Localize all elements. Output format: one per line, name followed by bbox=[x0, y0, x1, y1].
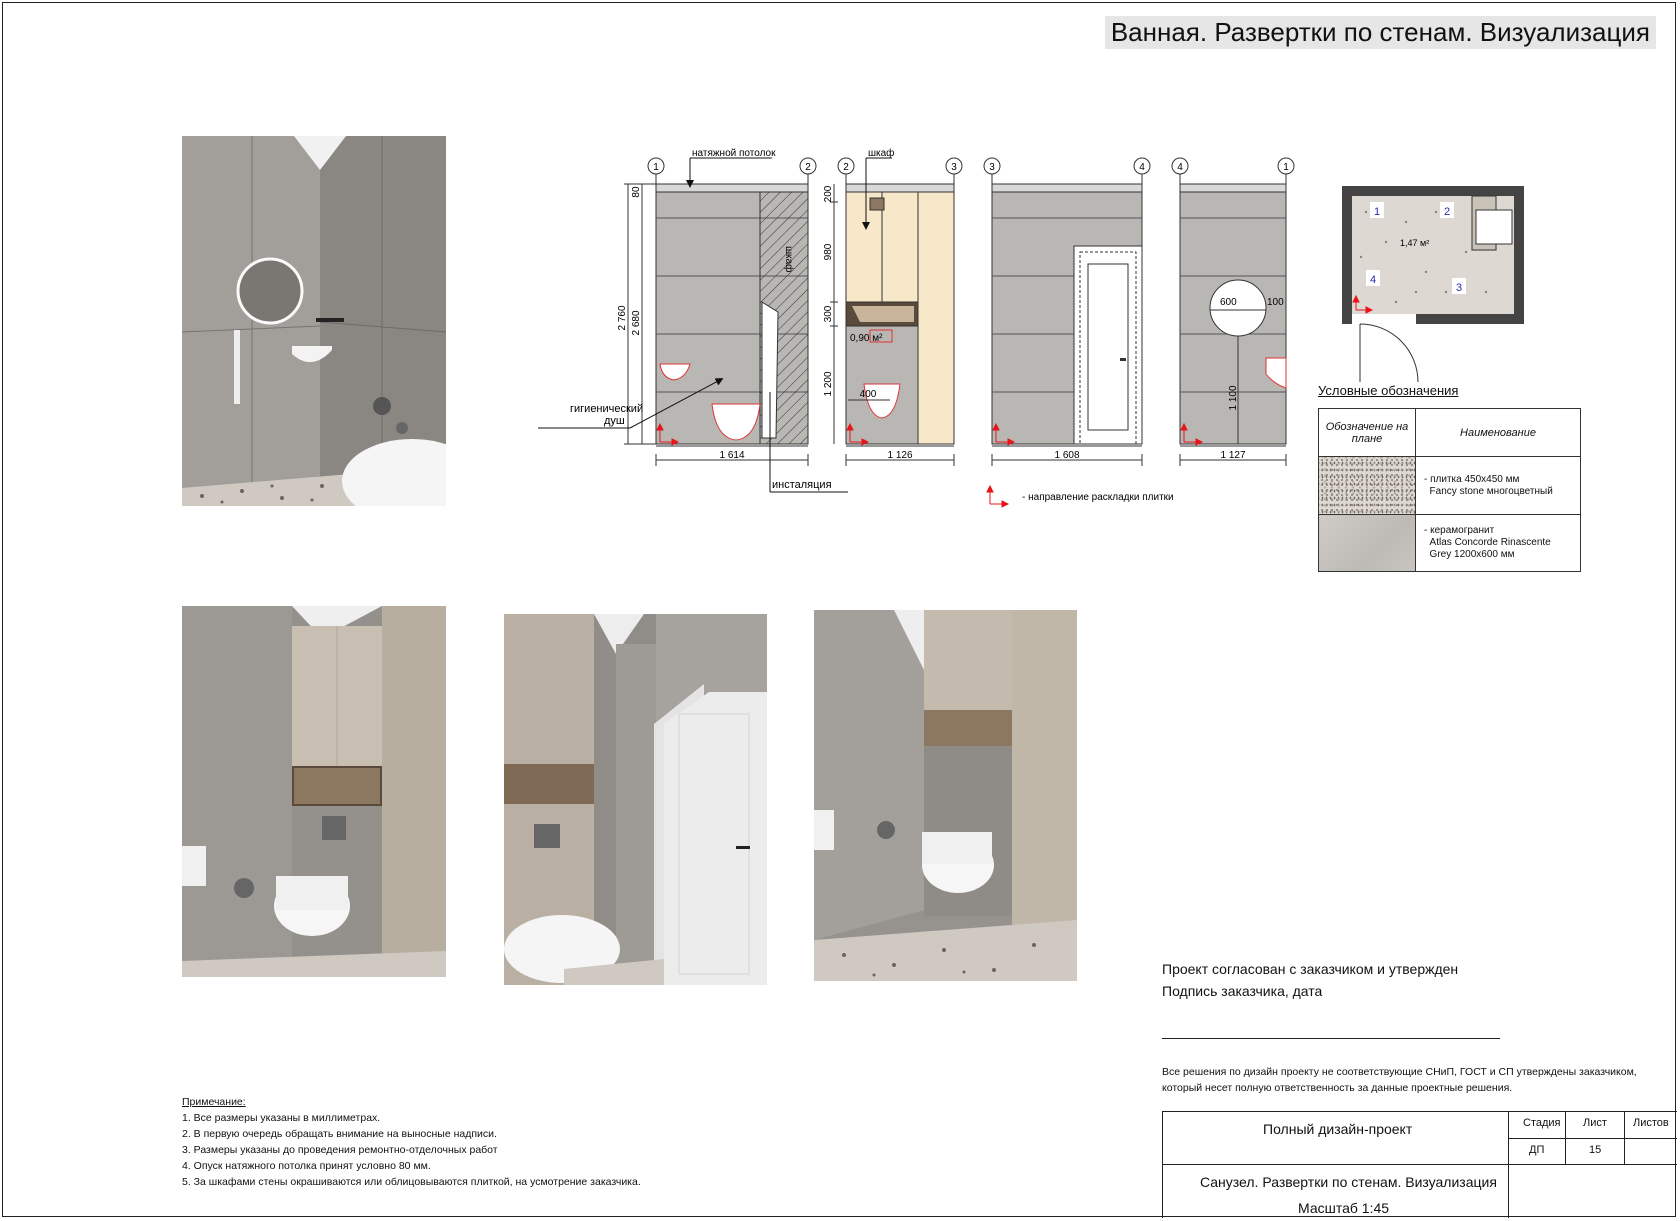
svg-text:инсталяция: инсталяция bbox=[772, 479, 832, 491]
stamp-stage-label: Стадия bbox=[1523, 1117, 1561, 1129]
width-dimensions bbox=[656, 450, 1286, 466]
svg-text:3: 3 bbox=[951, 162, 957, 173]
svg-text:3: 3 bbox=[1455, 282, 1463, 294]
svg-text:600: 600 bbox=[1220, 297, 1237, 308]
stamp-sheet-title: Санузел. Развертки по стенам. Визуализация bbox=[1200, 1174, 1497, 1190]
elevation-wall-2-3 bbox=[846, 184, 954, 446]
elevation-wall-1-2 bbox=[656, 184, 808, 446]
page-title: Ванная. Развертки по стенам. Визуализация bbox=[1105, 16, 1656, 49]
disclaimer-line-2: который несет полную ответственность за данные проектные решения. bbox=[1162, 1082, 1513, 1094]
legend-item-tile: - плитка 450х450 мм Fancy stone многоцветный bbox=[1424, 473, 1553, 497]
svg-text:4: 4 bbox=[1139, 162, 1145, 173]
legend-title: Условные обозначения bbox=[1318, 383, 1459, 398]
direction-legend-text: - направление раскладки плитки bbox=[1022, 492, 1174, 503]
svg-text:шкаф: шкаф bbox=[783, 246, 794, 273]
legend-col-designation: Обозначение на плане bbox=[1319, 409, 1416, 457]
svg-text:2 760: 2 760 bbox=[617, 305, 628, 331]
render-photo-door-view bbox=[504, 614, 767, 985]
svg-text:1 614: 1 614 bbox=[719, 450, 745, 461]
svg-text:1: 1 bbox=[653, 162, 659, 173]
note-item: 3. Размеры указаны до проведения ремонтно-отделочных работ bbox=[182, 1144, 498, 1156]
disclaimer bbox=[1162, 1064, 1637, 1096]
render-photo-toilet-niche bbox=[182, 606, 446, 977]
svg-text:80: 80 bbox=[631, 186, 642, 198]
svg-text:980: 980 bbox=[823, 243, 834, 261]
stamp-scale: Масштаб 1:45 bbox=[1298, 1200, 1390, 1216]
swatch-fancy-stone bbox=[1319, 457, 1416, 515]
stamp-sheet-label: Лист bbox=[1583, 1117, 1607, 1129]
stamp-project: Полный дизайн-проект bbox=[1263, 1121, 1413, 1137]
note-item: 5. За шкафами стены окрашиваются или облицовываются плиткой, на усмотрение заказчика. bbox=[182, 1176, 641, 1188]
render-photo-sink-view bbox=[182, 136, 446, 506]
render-photo-corner-view bbox=[814, 610, 1077, 981]
svg-text:1 127: 1 127 bbox=[1220, 450, 1246, 461]
svg-text:2 680: 2 680 bbox=[631, 310, 642, 336]
note-item: 1. Все размеры указаны в миллиметрах. bbox=[182, 1112, 381, 1124]
svg-text:0,90 м²: 0,90 м² bbox=[850, 333, 883, 344]
svg-text:натяжной потолок: натяжной потолок bbox=[692, 148, 776, 159]
notes-block bbox=[182, 1094, 641, 1190]
svg-text:2: 2 bbox=[805, 162, 811, 173]
stamp-sheets-label: Листов bbox=[1633, 1117, 1669, 1129]
note-item: 2. В первую очередь обращать внимание на выносные надписи. bbox=[182, 1128, 497, 1140]
svg-text:1 100: 1 100 bbox=[1228, 385, 1239, 411]
svg-text:4: 4 bbox=[1177, 162, 1183, 173]
swatch-porcelain-grey bbox=[1319, 515, 1416, 572]
legend-col-name: Наименование bbox=[1416, 409, 1581, 457]
signature-line bbox=[1162, 1038, 1500, 1039]
notes-title: Примечание: bbox=[182, 1096, 246, 1108]
disclaimer-line-1: Все решения по дизайн проекту не соответствующие СНиП, ГОСТ и СП утверждены заказчиком, bbox=[1162, 1066, 1637, 1078]
note-item: 4. Опуск натяжного потолка принят условно 80 мм. bbox=[182, 1160, 431, 1172]
svg-text:100: 100 bbox=[1267, 297, 1284, 308]
approval-line: Проект согласован с заказчиком и утвержден bbox=[1162, 961, 1459, 977]
floor-plan bbox=[1336, 182, 1526, 387]
svg-text:3: 3 bbox=[989, 162, 995, 173]
svg-text:300: 300 bbox=[823, 305, 834, 323]
svg-text:1 608: 1 608 bbox=[1054, 450, 1080, 461]
svg-text:200: 200 bbox=[823, 185, 834, 203]
svg-text:2: 2 bbox=[1443, 206, 1451, 218]
svg-text:шкаф: шкаф bbox=[868, 148, 895, 159]
svg-text:400: 400 bbox=[859, 389, 877, 400]
axis-markers bbox=[648, 158, 1294, 184]
svg-text:4: 4 bbox=[1369, 274, 1377, 286]
elevation-wall-3-4 bbox=[992, 184, 1142, 446]
approval-block bbox=[1162, 958, 1458, 1002]
svg-text:1 200: 1 200 bbox=[823, 371, 834, 397]
svg-text:1 126: 1 126 bbox=[887, 450, 913, 461]
stamp-sheet-number: 15 bbox=[1589, 1144, 1602, 1156]
wall-elevations-drawing bbox=[530, 148, 1320, 523]
svg-text:1: 1 bbox=[1283, 162, 1289, 173]
svg-text:1,47 м²: 1,47 м² bbox=[1400, 238, 1430, 248]
svg-text:гигиеническийдуш: гигиенический душ bbox=[570, 403, 644, 427]
legend-table bbox=[1318, 408, 1581, 572]
stamp-stage: ДП bbox=[1529, 1144, 1545, 1156]
title-stamp bbox=[1162, 1111, 1677, 1218]
svg-text:1: 1 bbox=[1373, 206, 1381, 218]
svg-text:2: 2 bbox=[843, 162, 849, 173]
legend-item-porcelain: - керамогранит Atlas Concorde Rinascente Grey 1200х600 мм bbox=[1424, 525, 1551, 560]
signature-caption: Подпись заказчика, дата bbox=[1162, 983, 1323, 999]
